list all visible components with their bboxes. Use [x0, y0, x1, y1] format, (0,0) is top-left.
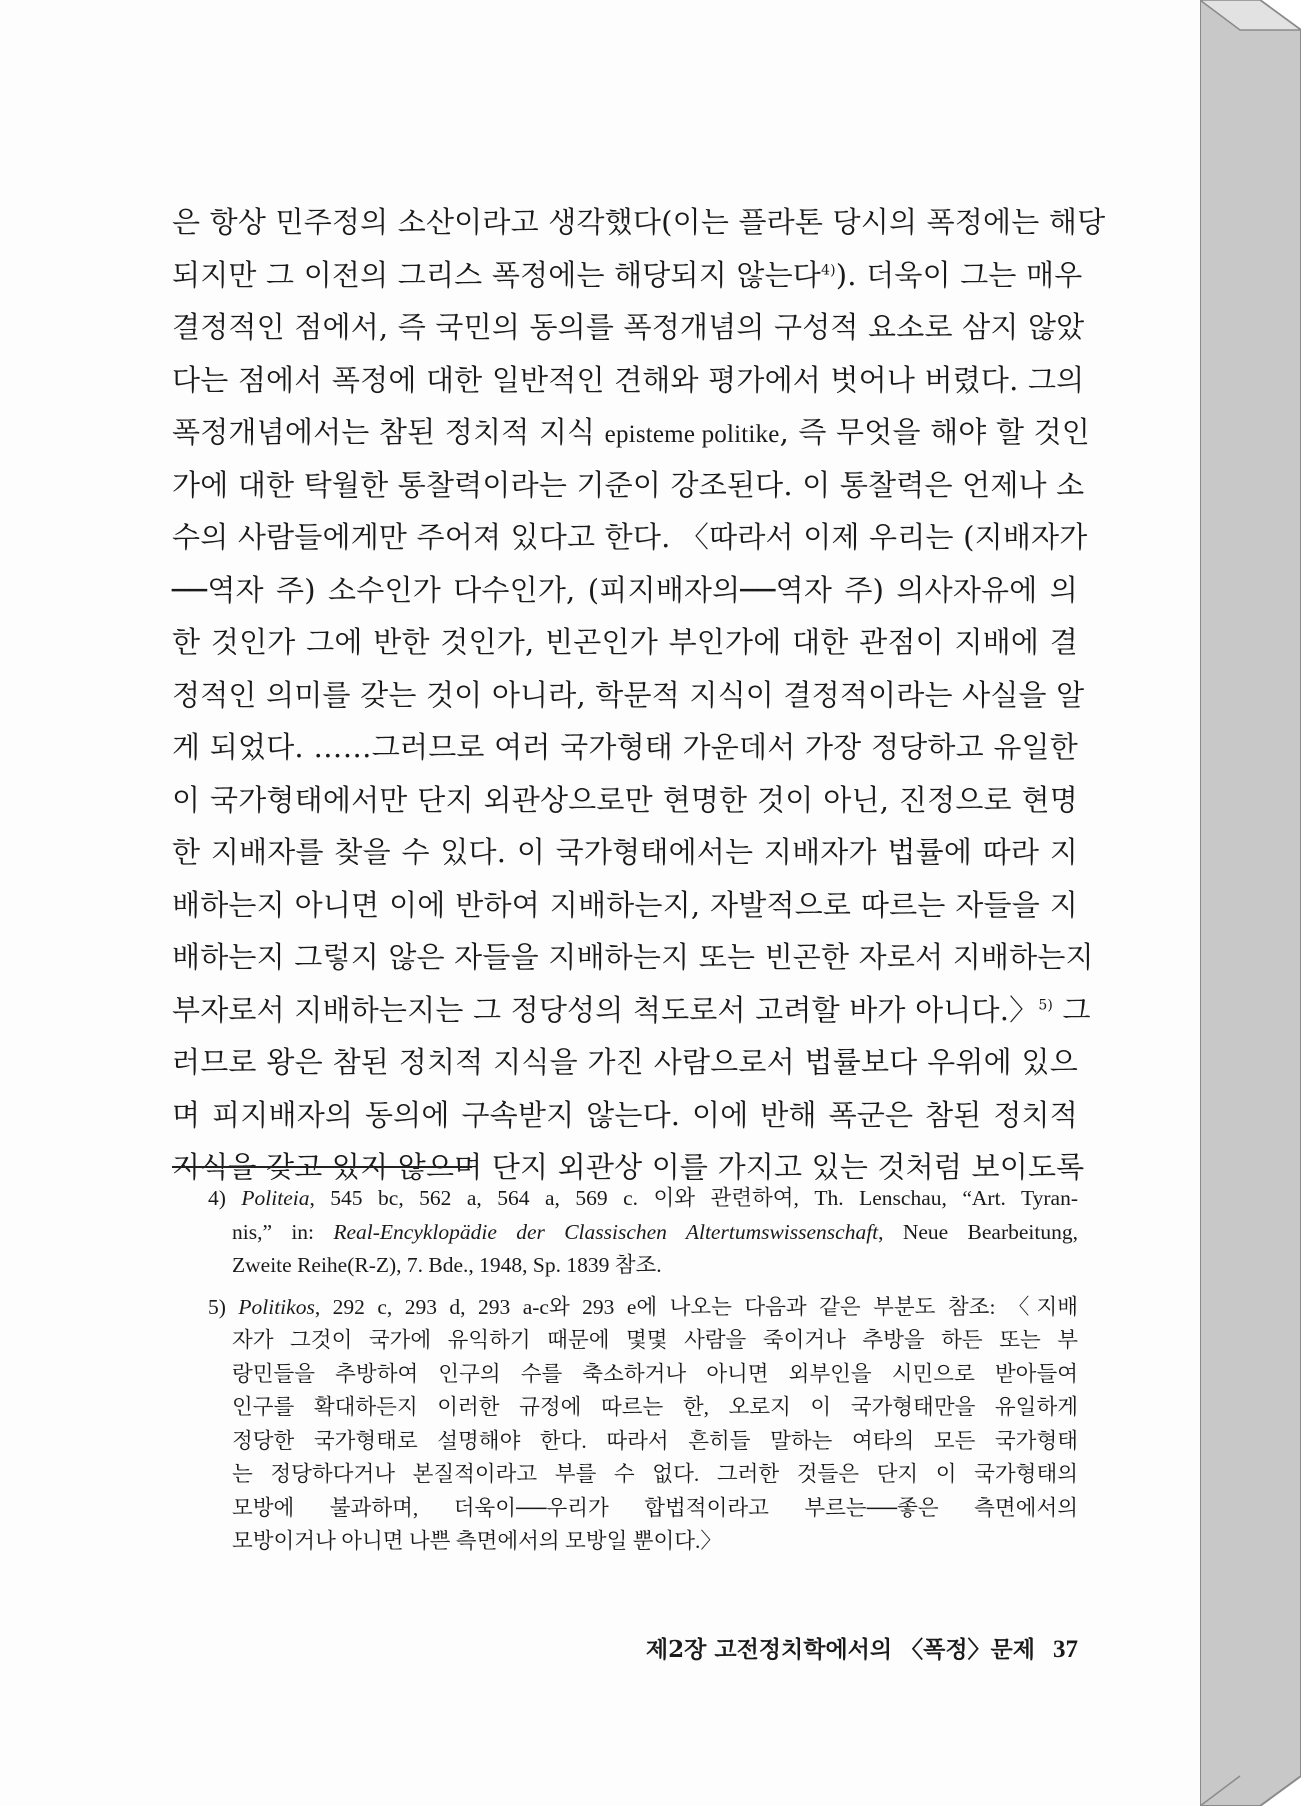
text-line: 결정적인 점에서, 즉 국민의 동의를 폭정개념의 구성적 요소로 삼지 않았: [172, 310, 1085, 344]
footnote-line: 인구를 확대하든지 이러한 규정에 따르는 한, 오로지 이 국가형태만을 유일하게: [232, 1395, 1078, 1419]
footnote-ref-5[interactable]: 5): [1038, 996, 1054, 1013]
text-line: 이 국가형태에서만 단지 외관상으로만 현명한 것이 아닌, 진정으로 현명: [172, 782, 1078, 817]
text-line: 되지만 그 이전의 그리스 폭정에는 해당되지 않는다$^{4)}$). 더욱이 그는 매우: [172, 257, 1083, 292]
text-line: ──역자 주) 소수인가 다수인가, (피지배자의──역자 주) 의사자유에 의: [172, 572, 1078, 607]
footnote-line: 자가 그것이 국가에 유익하기 때문에 몇몇 사람을 죽이거나 추방을 하든 또는 부: [232, 1328, 1078, 1352]
text-line: 게 되었다. ……그러므로 여러 국가형태 가운데서 가장 정당하고 유일한: [172, 730, 1078, 764]
page-stack-edge: [1200, 0, 1301, 1806]
text-line: 부자로서 지배하는지는 그 정당성의 척도로서 고려할 바가 아니다.〉$^{5)}$ 그: [172, 992, 1091, 1027]
footnote-line: Zweite Reihe(R-Z), 7. Bde., 1948, Sp. 1839 참조.: [232, 1253, 662, 1277]
text-line: 한 것인가 그에 반한 것인가, 빈곤인가 부인가에 대한 관점이 지배에 결: [172, 625, 1078, 659]
footnote-line: 4) Politeia, 545 bc, 562 a, 564 a, 569 c. 이와 관련하여, Th. Lenschau, “Art. Tyran-: [208, 1186, 1078, 1210]
footnote-5: [208, 1291, 1078, 1559]
footnote-4: [208, 1182, 1078, 1283]
footnote-line: 정당한 국가형태로 설명해야 한다. 따라서 흔히들 말하는 여타의 모든 국가형태: [232, 1428, 1078, 1453]
footnote-line: 모방에 불과하며, 더욱이──우리가 합법적이라고 부르는──좋은 측면에서의: [232, 1495, 1078, 1520]
footnote-ref-4[interactable]: 4): [821, 261, 836, 278]
footnote-line: 는 정당하다거나 본질적이라고 부를 수 없다. 그러한 것들은 단지 이 국가형태의: [232, 1462, 1078, 1486]
footnote-line: 5) Politikos, 292 c, 293 d, 293 a-c와 293 e에 나오는 다음과 같은 부분도 참조: 〈지배: [208, 1294, 1078, 1319]
footnote-line: 모방이거나 아니면 나쁜 측면에서의 모방일 뿐이다.〉: [232, 1529, 722, 1553]
footnote-line: nis,” in: Real-Encyklopädie der Classischen Altertumswissenschaft, Neue Bearbeitung,: [232, 1219, 1078, 1244]
page-number: 37: [1053, 1636, 1078, 1663]
text-line: 배하는지 아니면 이에 반하여 지배하는지, 자발적으로 따르는 자들을 지: [172, 887, 1078, 922]
text-line: 러므로 왕은 참된 정치적 지식을 가진 사람으로서 법률보다 우위에 있으: [172, 1045, 1078, 1079]
text-line: 수의 사람들에게만 주어져 있다고 한다. 〈따라서 이제 우리는 (지배자가: [172, 520, 1088, 554]
body-text: [172, 196, 1106, 1194]
text-line: 은 항상 민주정의 소산이라고 생각했다(이는 플라톤 당시의 폭정에는 해당: [172, 205, 1106, 239]
text-line: 배하는지 그렇지 않은 자들을 지배하는지 또는 빈곤한 자로서 지배하는지: [172, 940, 1094, 974]
text-line: 정적인 의미를 갖는 것이 아니라, 학문적 지식이 결정적이라는 사실을 알: [172, 677, 1085, 712]
text-line: 폭정개념에서는 참된 정치적 지식 episteme politike, 즉 무엇을 해야 할 것인: [172, 415, 1090, 449]
footnote-line: 랑민들을 추방하여 인구의 수를 축소하거나 아니면 외부인을 시민으로 받아들여: [232, 1361, 1078, 1386]
chapter-title: 제2장 고전정치학에서의 〈폭정〉문제: [645, 1636, 1035, 1663]
running-footer: [610, 1630, 1078, 1670]
text-line: 가에 대한 탁월한 통찰력이라는 기준이 강조된다. 이 통찰력은 언제나 소: [172, 467, 1085, 502]
text-line: 한 지배자를 찾을 수 있다. 이 국가형태에서는 지배자가 법률에 따라 지: [172, 835, 1078, 869]
text-line: 지식을 갖고 있지 않으며 단지 외관상 이를 가지고 있는 것처럼 보이도록: [172, 1150, 1085, 1184]
text-line: 다는 점에서 폭정에 대한 일반적인 견해와 평가에서 벗어나 버렸다. 그의: [172, 362, 1085, 397]
footnotes: [208, 1182, 1078, 1559]
text-line: 며 피지배자의 동의에 구속받지 않는다. 이에 반해 폭군은 참된 정치적: [172, 1097, 1078, 1132]
footnote-separator: [172, 1166, 472, 1168]
